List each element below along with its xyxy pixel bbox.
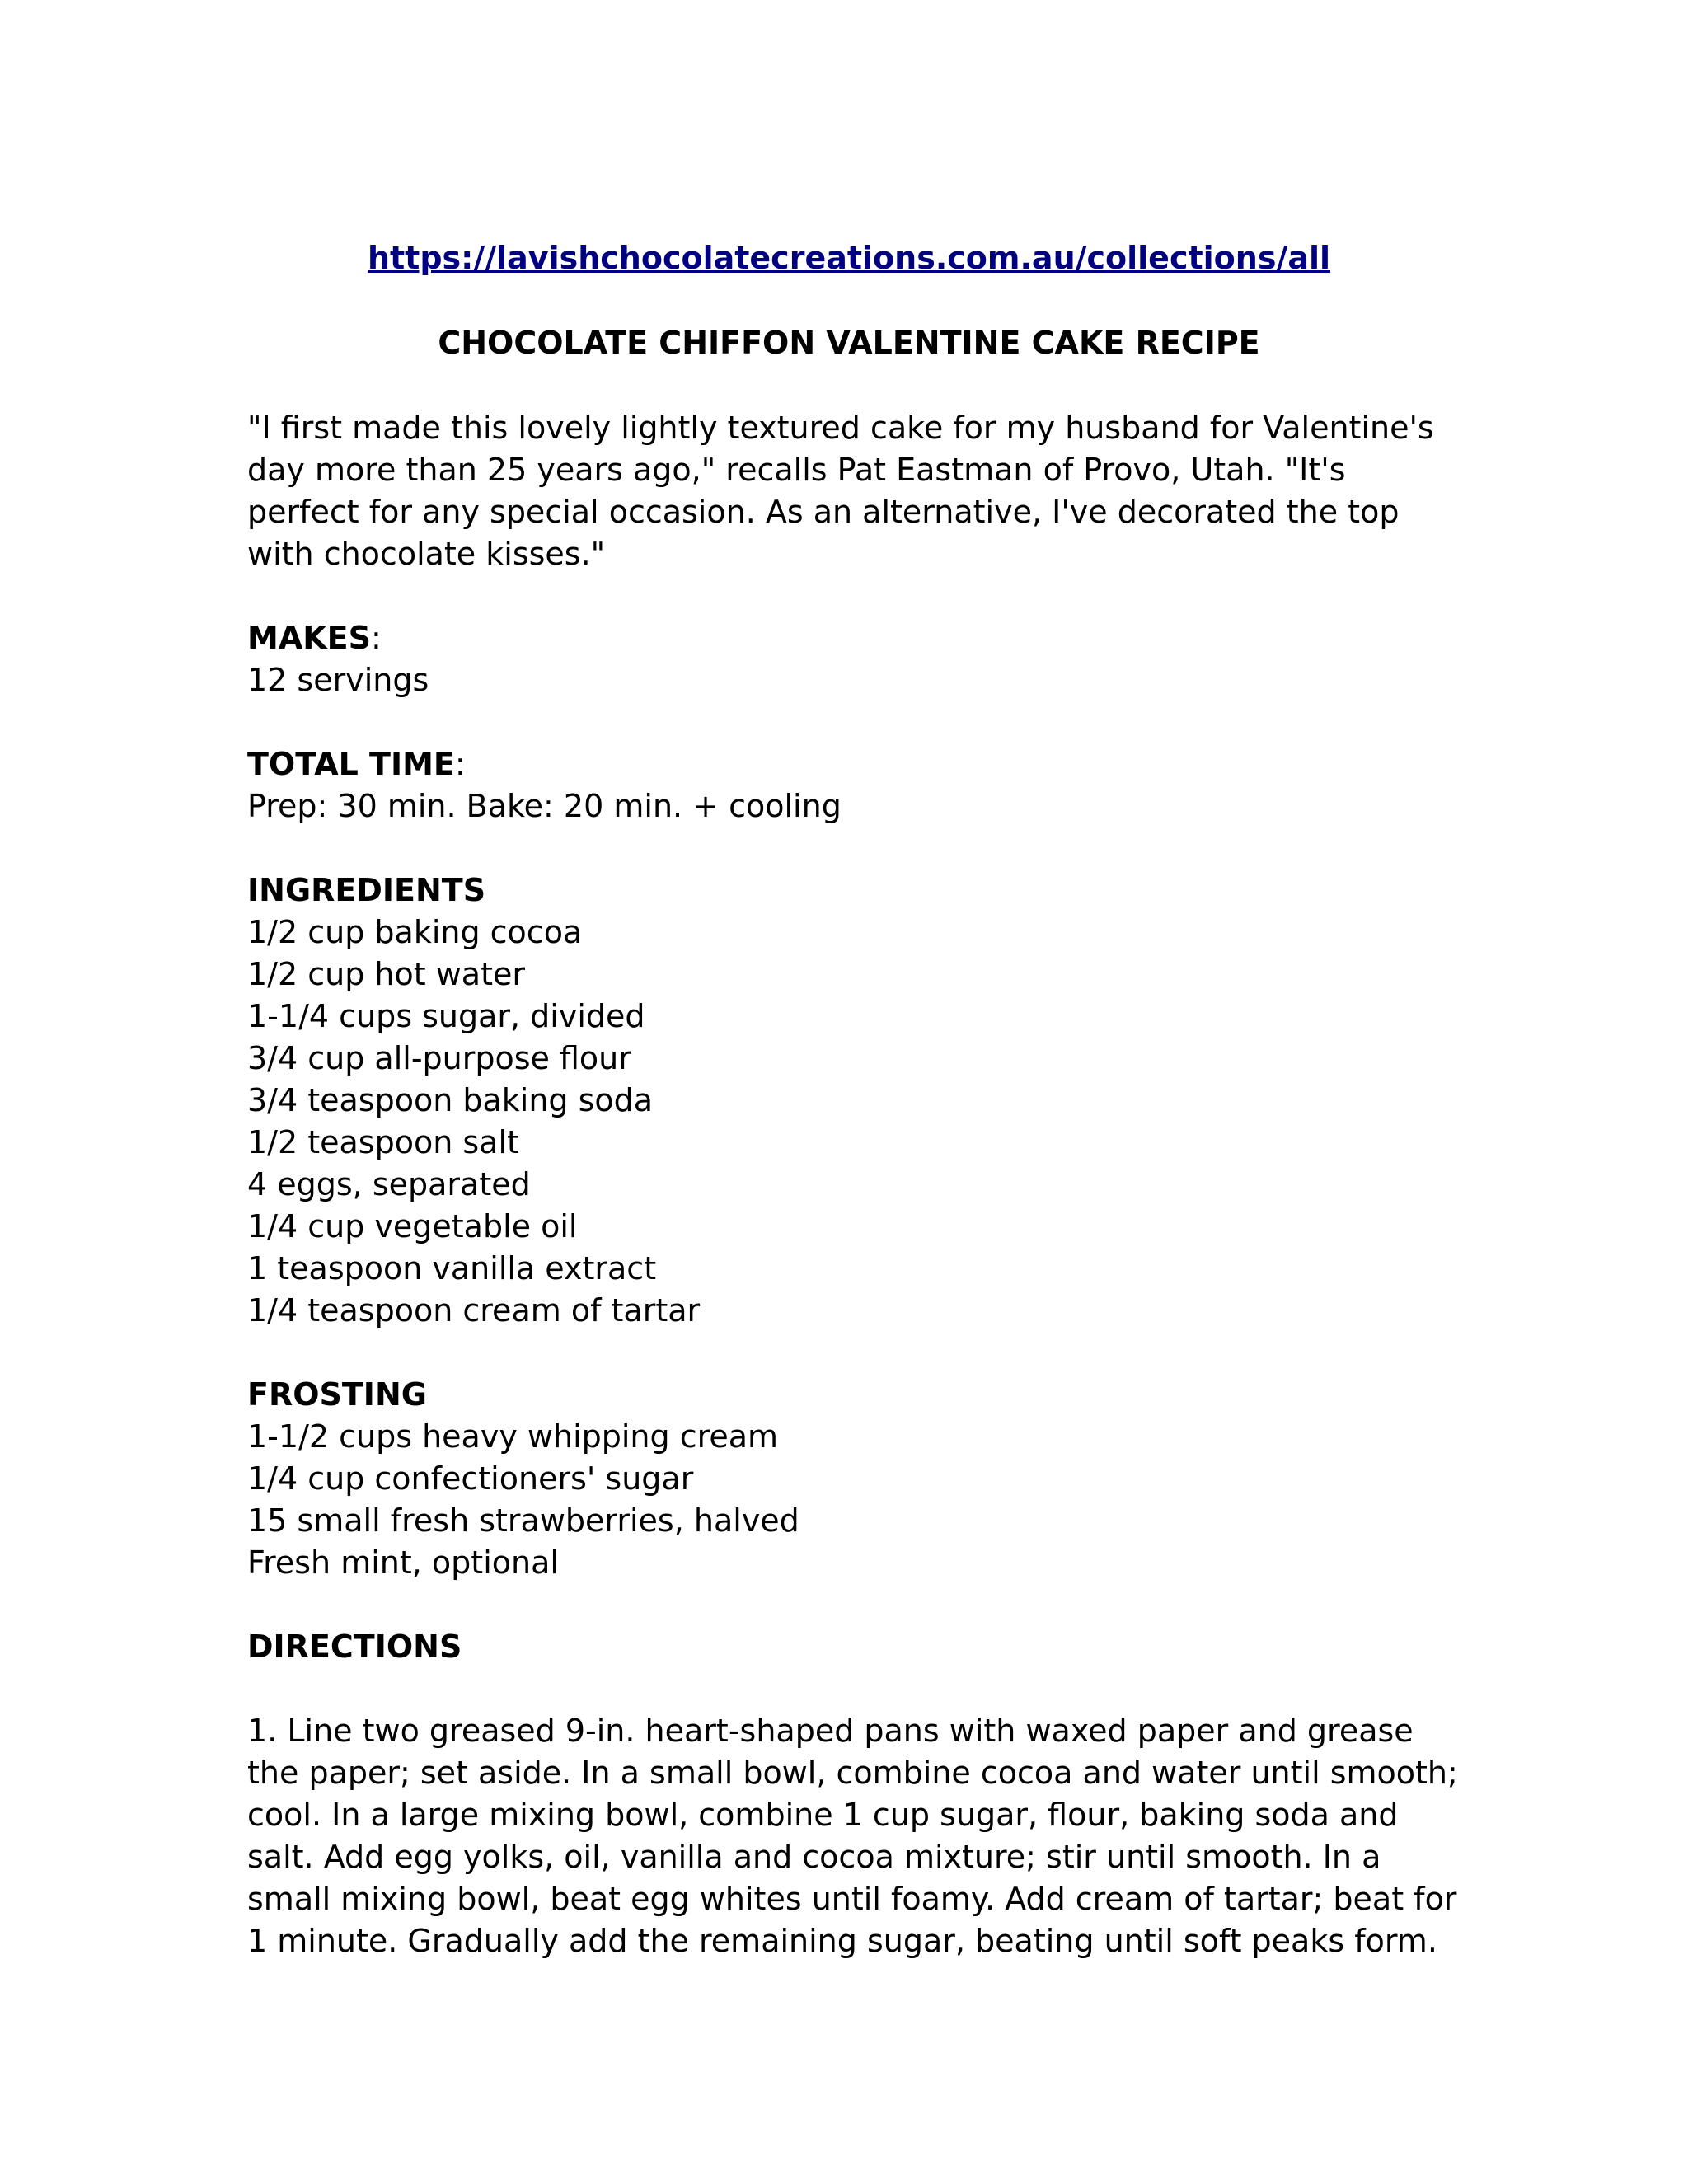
ingredient-item: 1/2 cup hot water bbox=[247, 956, 525, 992]
direction-line: cool. In a large mixing bowl, combine 1 cup sugar, flour, baking soda and bbox=[247, 1797, 1399, 1833]
intro-line: "I first made this lovely lightly textured cake for my husband for Valentine's bbox=[247, 410, 1434, 446]
directions-heading: DIRECTIONS bbox=[247, 1629, 462, 1665]
intro-line: perfect for any special occasion. As an alternative, I've decorated the top bbox=[247, 494, 1400, 530]
ingredients-heading: INGREDIENTS bbox=[247, 872, 486, 908]
ingredients-section bbox=[247, 869, 1451, 1332]
total-time-colon: : bbox=[454, 746, 466, 782]
source-url-link[interactable]: https://lavishchocolatecreations.com.au/collections/all bbox=[367, 240, 1331, 276]
ingredient-item: 1/4 cup vegetable oil bbox=[247, 1208, 578, 1244]
direction-line: salt. Add egg yolks, oil, vanilla and cocoa mixture; stir until smooth. In a bbox=[247, 1839, 1381, 1875]
ingredient-item: 4 eggs, separated bbox=[247, 1166, 531, 1202]
ingredient-item: 3/4 cup all-purpose flour bbox=[247, 1040, 631, 1076]
makes-heading bbox=[247, 617, 1451, 659]
total-time-heading bbox=[247, 743, 1451, 785]
ingredient-item: 1 teaspoon vanilla extract bbox=[247, 1250, 657, 1286]
ingredient-item: 1/2 teaspoon salt bbox=[247, 1124, 519, 1160]
direction-line: the paper; set aside. In a small bowl, combine cocoa and water until smooth; bbox=[247, 1755, 1458, 1791]
ingredient-item: 1/4 teaspoon cream of tartar bbox=[247, 1292, 701, 1329]
intro-paragraph bbox=[247, 407, 1451, 575]
source-url-line bbox=[247, 237, 1451, 279]
total-time-value: Prep: 30 min. Bake: 20 min. + cooling bbox=[247, 788, 842, 824]
intro-line: with chocolate kisses." bbox=[247, 536, 606, 572]
makes-value: 12 servings bbox=[247, 662, 429, 698]
direction-line: 1. Line two greased 9-in. heart-shaped pans with waxed paper and grease bbox=[247, 1713, 1414, 1749]
frosting-heading: FROSTING bbox=[247, 1376, 427, 1413]
direction-line: 1 minute. Gradually add the remaining sugar, beating until soft peaks form. bbox=[247, 1923, 1437, 1959]
frosting-item: Fresh mint, optional bbox=[247, 1544, 559, 1581]
ingredient-item: 3/4 teaspoon baking soda bbox=[247, 1082, 654, 1118]
frosting-item: 1/4 cup confectioners' sugar bbox=[247, 1460, 694, 1497]
ingredient-item: 1/2 cup baking cocoa bbox=[247, 914, 583, 950]
recipe-title: CHOCOLATE CHIFFON VALENTINE CAKE RECIPE bbox=[438, 325, 1260, 361]
direction-line: small mixing bowl, beat egg whites until foamy. Add cream of tartar; beat for bbox=[247, 1881, 1457, 1917]
total-time-section bbox=[247, 743, 1451, 827]
total-time-label: TOTAL TIME bbox=[247, 746, 455, 782]
document-page bbox=[247, 237, 1458, 1962]
frosting-item: 1-1/2 cups heavy whipping cream bbox=[247, 1418, 779, 1455]
ingredient-item: 1-1/4 cups sugar, divided bbox=[247, 998, 645, 1034]
makes-section bbox=[247, 617, 1451, 701]
makes-label: MAKES bbox=[247, 620, 371, 656]
intro-line: day more than 25 years ago," recalls Pat Eastman of Provo, Utah. "It's bbox=[247, 452, 1346, 488]
frosting-section bbox=[247, 1374, 1451, 1584]
frosting-item: 15 small fresh strawberries, halved bbox=[247, 1502, 799, 1539]
directions-step-1 bbox=[247, 1710, 1458, 1962]
makes-colon: : bbox=[371, 620, 382, 656]
